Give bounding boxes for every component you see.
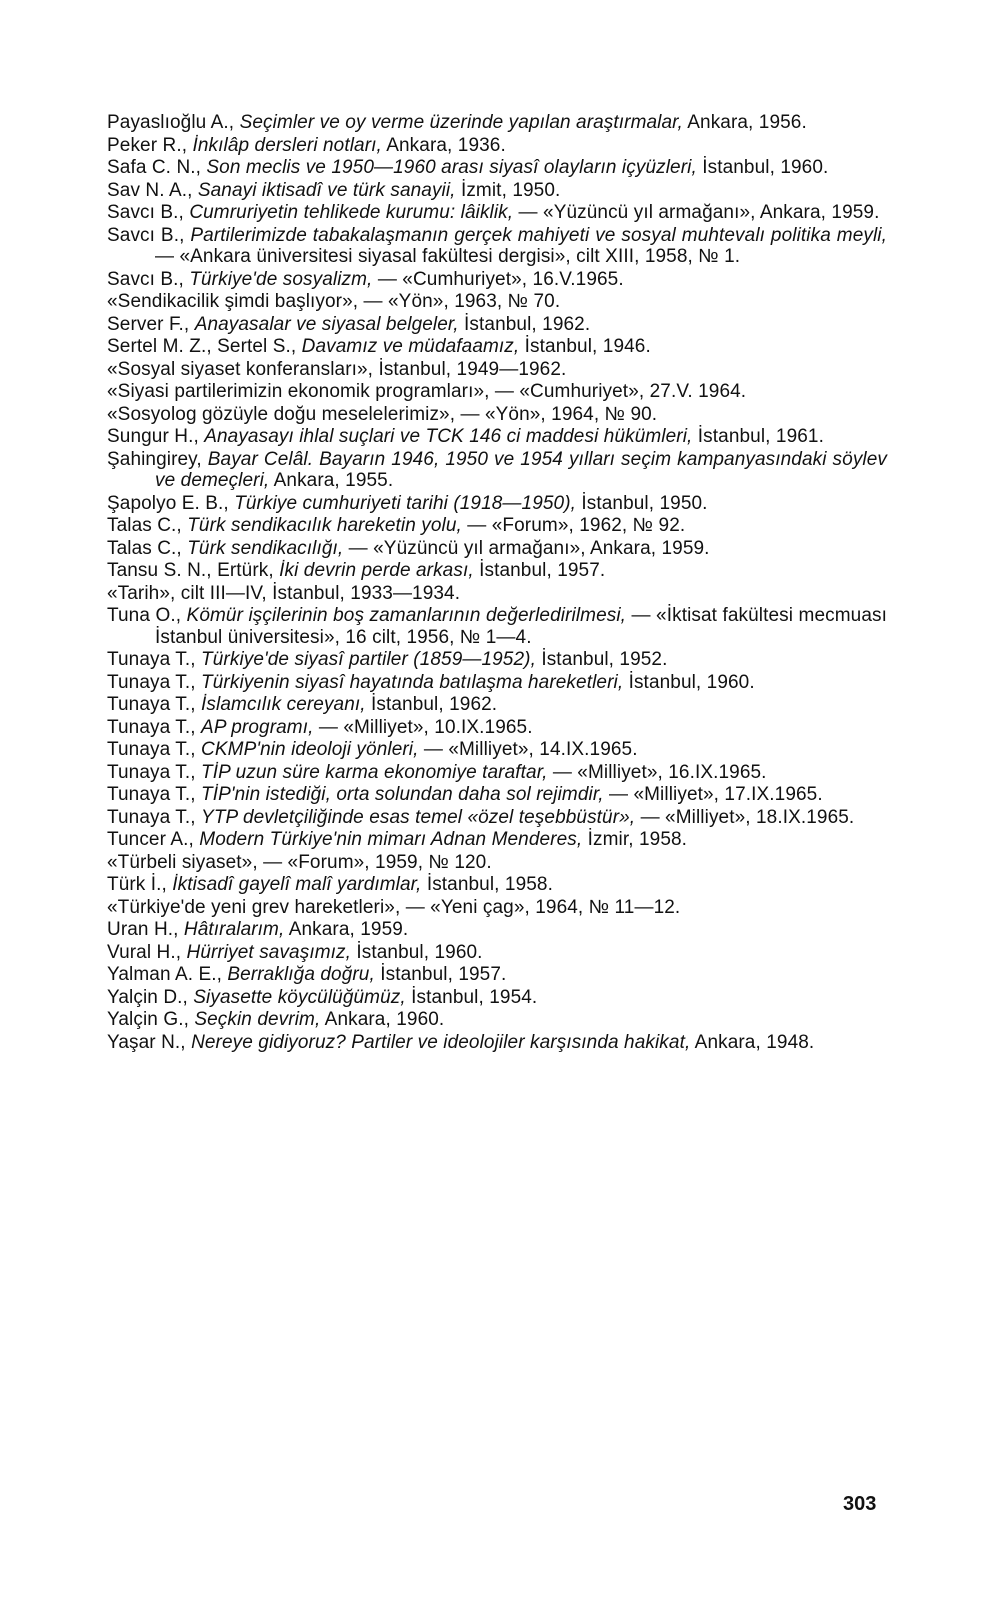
bibliography-entry bbox=[107, 381, 887, 403]
entry-publication: Ankara, 1948. bbox=[690, 1031, 815, 1053]
entry-title: İnkılâp dersleri notları, bbox=[192, 134, 382, 156]
entry-author: «Türbeli siyaset», — «Forum», 1959, № 120. bbox=[107, 851, 492, 873]
entry-author: Tunaya T., bbox=[107, 806, 202, 828]
entry-author: Tuncer A., bbox=[107, 829, 200, 850]
entry-author: Payaslıoğlu A., bbox=[107, 112, 240, 133]
entry-title: Modern Türkiye'nin mimarı Adnan Menderes, bbox=[199, 829, 583, 850]
bibliography-entry bbox=[107, 852, 887, 874]
page-number: 303 bbox=[843, 1493, 877, 1515]
entry-publication: — «Milliyet», 18.IX.1965. bbox=[635, 806, 855, 828]
bibliography-entry bbox=[107, 426, 887, 448]
bibliography-entry bbox=[107, 739, 887, 761]
entry-publication: İzmit, 1950. bbox=[455, 179, 561, 201]
entry-publication: — «İktisat fakültesi mecmuası İstanbul üniversitesi», 16 cilt, 1956, № 1—4. bbox=[155, 605, 887, 648]
entry-title: TİP uzun süre karma ekonomiye taraftar, bbox=[201, 761, 548, 783]
entry-title: İslamcılık cereyanı, bbox=[201, 694, 366, 715]
entry-title: Seçimler ve oy verme üzerinde yapılan araştırmalar, bbox=[239, 112, 683, 133]
bibliography-entry bbox=[107, 225, 887, 268]
entry-title: Türkiye'de siyasî partiler (1859—1952), bbox=[201, 649, 536, 670]
bibliography-entry bbox=[107, 404, 887, 426]
entry-title: YTP devletçiliğinde esas temel «özel teşebbüstür», bbox=[201, 806, 636, 828]
entry-publication: İstanbul, 1952. bbox=[535, 649, 668, 670]
bibliography-list bbox=[107, 112, 887, 1054]
entry-author: Talas C., bbox=[107, 515, 188, 536]
entry-author: Tunaya T., bbox=[107, 649, 202, 670]
entry-publication: — «Forum», 1962, № 92. bbox=[461, 515, 686, 536]
entry-author: Yalman A. E., bbox=[107, 964, 228, 985]
entry-author: Yalçin G., bbox=[107, 1009, 195, 1030]
entry-author: Savcı B., bbox=[107, 268, 190, 290]
bibliography-entry bbox=[107, 1032, 887, 1054]
entry-publication: Ankara, 1936. bbox=[381, 134, 506, 156]
entry-title: Partilerimizde tabakalaşmanın gerçek mahiyeti ve sosyal muhtevalı politika meyli, bbox=[190, 224, 887, 246]
entry-title: Türk sendikacılık hareketin yolu, bbox=[187, 515, 462, 536]
entry-title: CKMP'nin ideoloji yönleri, bbox=[201, 739, 419, 760]
bibliography-entry bbox=[107, 583, 887, 605]
entry-publication: İstanbul, 1960. bbox=[696, 157, 829, 178]
entry-title: Anayasalar ve siyasal belgeler, bbox=[194, 313, 459, 335]
entry-publication: İstanbul, 1960. bbox=[623, 671, 755, 693]
bibliography-entry bbox=[107, 1009, 887, 1031]
entry-author: Tunaya T., bbox=[107, 694, 202, 715]
entry-publication: — «Cumhuriyet», 16.V.1965. bbox=[372, 268, 624, 290]
entry-title: Kömür işçilerinin boş zamanlarının değerledirilmesi, bbox=[186, 605, 627, 626]
entry-title: Davamız ve müdafaamız, bbox=[301, 336, 520, 357]
entry-author: «Türkiye'de yeni grev hareketleri», — «Yeni çag», 1964, № 11—12. bbox=[107, 896, 681, 918]
entry-publication: Ankara, 1955. bbox=[269, 470, 394, 491]
entry-author: Savcı B., bbox=[107, 202, 190, 223]
entry-title: AP programı, bbox=[201, 716, 314, 738]
entry-author: «Tarih», cilt III—IV, İstanbul, 1933—1934. bbox=[107, 582, 461, 604]
entry-publication: — «Ankara üniversitesi siyasal fakültesi dergisi», cilt XIII, 1958, № 1. bbox=[155, 246, 741, 267]
bibliography-entry bbox=[107, 942, 887, 964]
entry-title: Sanayi iktisadî ve türk sanayii, bbox=[197, 179, 456, 201]
entry-publication: — «Milliyet», 14.IX.1965. bbox=[418, 739, 638, 760]
bibliography-entry bbox=[107, 874, 887, 896]
entry-title: İktisadî gayelî malî yardımlar, bbox=[172, 874, 422, 895]
entry-title: TİP'nin istediği, orta solundan daha sol rejimdir, bbox=[201, 784, 604, 805]
bibliography-entry bbox=[107, 157, 887, 179]
entry-author: Türk İ., bbox=[107, 874, 173, 895]
entry-publication: İstanbul, 1950. bbox=[576, 492, 708, 514]
bibliography-entry bbox=[107, 964, 887, 986]
entry-title: Hürriyet savaşımız, bbox=[186, 941, 351, 963]
bibliography-entry bbox=[107, 919, 887, 941]
entry-author: Tunaya T., bbox=[107, 739, 202, 760]
entry-publication: İzmir, 1958. bbox=[582, 829, 688, 850]
bibliography-entry bbox=[107, 180, 887, 202]
entry-author: Sungur H., bbox=[107, 426, 205, 447]
entry-title: Cumruriyetin tehlikede kurumu: lâiklik, bbox=[189, 202, 514, 223]
entry-author: Tunaya T., bbox=[107, 671, 202, 693]
entry-publication: Ankara, 1956. bbox=[682, 112, 807, 133]
entry-publication: — «Milliyet», 10.IX.1965. bbox=[313, 716, 533, 738]
bibliography-entry bbox=[107, 807, 887, 829]
bibliography-entry bbox=[107, 202, 887, 224]
entry-publication: Ankara, 1959. bbox=[284, 919, 409, 940]
entry-author: Talas C., bbox=[107, 537, 188, 559]
entry-author: Sav N. A., bbox=[107, 179, 198, 201]
entry-author: Vural H., bbox=[107, 941, 187, 963]
bibliography-entry bbox=[107, 359, 887, 381]
bibliography-entry bbox=[107, 135, 887, 157]
entry-title: Siyasette köycülüğümüz, bbox=[193, 986, 406, 1008]
entry-title: Türk sendikacılığı, bbox=[187, 537, 344, 559]
bibliography-entry bbox=[107, 291, 887, 313]
bibliography-entry bbox=[107, 560, 887, 582]
entry-title: İki devrin perde arkası, bbox=[279, 560, 474, 581]
bibliography-entry bbox=[107, 694, 887, 716]
bibliography-entry bbox=[107, 672, 887, 694]
entry-publication: İstanbul, 1957. bbox=[473, 560, 606, 581]
entry-author: Tuna O., bbox=[107, 605, 187, 626]
entry-title: Bayar Celâl. Bayarın 1946, 1950 ve 1954 yılları seçim kampanyasındaki söylev ve demeçleri, bbox=[155, 448, 888, 491]
entry-author: Safa C. N., bbox=[107, 157, 207, 178]
entry-title: Son meclis ve 1950—1960 arası siyasî olayların içyüzleri, bbox=[206, 157, 697, 178]
entry-author: Tunaya T., bbox=[107, 716, 202, 738]
entry-publication: — «Yüzüncü yıl armağanı», Ankara, 1959. bbox=[343, 537, 710, 559]
entry-title: Seçkin devrim, bbox=[194, 1009, 321, 1030]
entry-publication: İstanbul, 1957. bbox=[374, 964, 507, 985]
bibliography-entry bbox=[107, 112, 887, 134]
bibliography-entry bbox=[107, 987, 887, 1009]
entry-author: Savcı B., bbox=[107, 224, 191, 246]
entry-title: Nereye gidiyoruz? Partiler ve ideolojiler karşısında hakikat, bbox=[191, 1031, 691, 1053]
entry-author: Yalçin D., bbox=[107, 986, 194, 1008]
bibliography-entry bbox=[107, 605, 887, 648]
entry-author: Sertel M. Z., Sertel S., bbox=[107, 336, 302, 357]
bibliography-entry bbox=[107, 269, 887, 291]
entry-publication: — «Milliyet», 17.IX.1965. bbox=[603, 784, 823, 805]
bibliography-entry bbox=[107, 717, 887, 739]
entry-author: Tunaya T., bbox=[107, 761, 202, 783]
entry-publication: İstanbul, 1962. bbox=[458, 313, 591, 335]
bibliography-entry bbox=[107, 538, 887, 560]
entry-publication: İstanbul, 1960. bbox=[351, 941, 483, 963]
entry-title: Anayasayı ihlal suçlari ve TCK 146 ci maddesi hükümleri, bbox=[204, 426, 693, 447]
entry-author: «Sosyal siyaset konferansları», İstanbul, 1949—1962. bbox=[107, 358, 567, 380]
entry-publication: İstanbul, 1958. bbox=[421, 874, 553, 895]
entry-title: Türkiye'de sosyalizm, bbox=[189, 268, 373, 290]
entry-publication: — «Yüzüncü yıl armağanı», Ankara, 1959. bbox=[513, 202, 880, 223]
entry-author: Peker R., bbox=[107, 134, 193, 156]
bibliography-entry bbox=[107, 449, 887, 492]
bibliography-entry bbox=[107, 649, 887, 671]
entry-publication: İstanbul, 1962. bbox=[365, 694, 498, 715]
entry-title: Türkiyenin siyasî hayatında batılaşma hareketleri, bbox=[201, 671, 624, 693]
entry-author: «Sendikacilik şimdi başlıyor», — «Yön», 1963, № 70. bbox=[107, 291, 561, 312]
bibliography-entry bbox=[107, 762, 887, 784]
entry-title: Berraklığa doğru, bbox=[227, 964, 375, 985]
entry-publication: İstanbul, 1961. bbox=[692, 426, 824, 447]
bibliography-entry bbox=[107, 829, 887, 851]
entry-author: «Siyasi partilerimizin ekonomik programları», — «Cumhuriyet», 27.V. 1964. bbox=[107, 381, 747, 402]
entry-author: Tunaya T., bbox=[107, 784, 202, 805]
entry-publication: Ankara, 1960. bbox=[320, 1009, 445, 1030]
entry-author: Server F., bbox=[107, 313, 195, 335]
entry-author: «Sosyolog gözüyle doğu meselelerimiz», — «Yön», 1964, № 90. bbox=[107, 403, 658, 425]
bibliography-entry bbox=[107, 897, 887, 919]
entry-author: Şapolyo E. B., bbox=[107, 492, 235, 514]
entry-author: Şahingirey, bbox=[107, 448, 208, 470]
bibliography-entry bbox=[107, 314, 887, 336]
entry-author: Tansu S. N., Ertürk, bbox=[107, 560, 280, 581]
bibliography-entry bbox=[107, 515, 887, 537]
bibliography-entry bbox=[107, 493, 887, 515]
entry-title: Türkiye cumhuriyeti tarihi (1918—1950), bbox=[234, 492, 577, 514]
entry-publication: — «Milliyet», 16.IX.1965. bbox=[547, 761, 767, 783]
entry-publication: İstanbul, 1946. bbox=[519, 336, 651, 357]
entry-author: Yaşar N., bbox=[107, 1031, 192, 1053]
bibliography-entry bbox=[107, 336, 887, 358]
entry-publication: İstanbul, 1954. bbox=[405, 986, 538, 1008]
bibliography-entry bbox=[107, 784, 887, 806]
entry-title: Hâtıralarım, bbox=[183, 919, 285, 940]
entry-author: Uran H., bbox=[107, 919, 184, 940]
